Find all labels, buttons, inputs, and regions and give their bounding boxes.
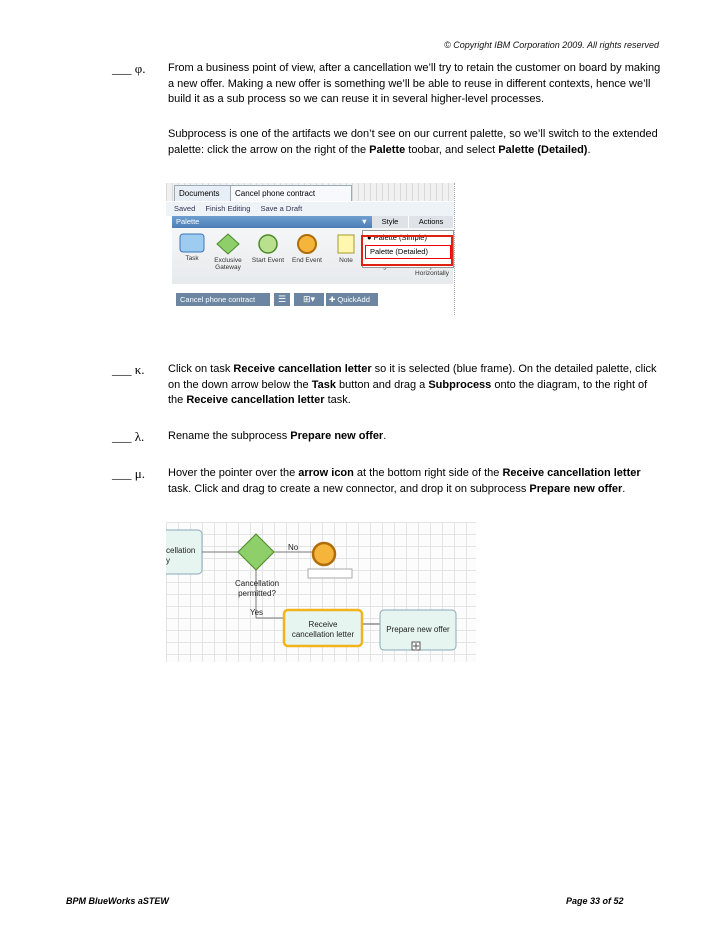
page-number: Page 33 of 52 [566, 896, 624, 906]
step-phi-paragraph-1: From a business point of view, after a cancellation we’ll try to retain the customer on board by making a new offer. Making a new offer is something we’ll be able to reuse in different contexts, hence we’ll build it as a sub process so we can reuse it in several higher-level processes. [168, 62, 661, 105]
no-label: No [288, 543, 299, 552]
step-kappa-text: Click on task Receive cancellation letter so it is selected (blue frame). On the detailed palette, click on the down arrow below the Task button and drag a Subprocess onto the diagram, to the right of the Receive cancellation letter task. [168, 363, 657, 406]
diagram-view-icon[interactable]: ⊞▾ [294, 293, 324, 306]
subprocess-label[interactable]: Prepare new offer [386, 625, 450, 634]
step-marker-phi: ___ φ. [112, 61, 146, 76]
finish-editing-button[interactable]: Finish Editing [205, 204, 251, 213]
palette-end-event[interactable]: End Event [289, 233, 325, 264]
note-icon [336, 233, 356, 255]
palette-header[interactable]: Palette ▼ [172, 216, 372, 228]
gateway-icon [216, 233, 240, 255]
list-view-icon[interactable]: ☰ [274, 293, 290, 306]
step-marker-mu: ___ μ. [112, 466, 145, 481]
actions-header[interactable]: Actions [409, 216, 453, 228]
end-event-icon [296, 233, 318, 255]
gateway-label: Cancellation permitted? [234, 579, 280, 598]
step-lambda-text: Rename the subprocess Prepare new offer. [168, 430, 387, 442]
palette-note[interactable]: Note [328, 233, 364, 264]
yes-label: Yes [250, 608, 264, 617]
palette-dropdown-arrow-icon[interactable]: ▼ [360, 217, 368, 226]
tab-documents[interactable]: Documents [174, 185, 236, 201]
layout-horizontally-label[interactable]: Horizontally [415, 270, 449, 277]
style-header[interactable]: Style [372, 216, 408, 228]
saved-status: Saved [174, 204, 196, 213]
diagram-canvas [166, 522, 476, 662]
gateway-diamond [238, 534, 274, 570]
palette-detailed-option[interactable]: Palette (Detailed) [365, 245, 451, 259]
tab-cancel-phone-contract[interactable]: Cancel phone contract [230, 185, 352, 201]
quickadd-button[interactable]: ✚ QuickAdd [326, 293, 378, 306]
step-marker-lambda: ___ λ. [112, 429, 145, 444]
start-event-icon [257, 233, 279, 255]
save-draft-button[interactable]: Save a Draft [260, 204, 303, 213]
copyright-notice: © Copyright IBM Corporation 2009. All rights reserved [444, 40, 659, 50]
red-highlight-box [361, 235, 453, 266]
step-phi-paragraph-2: Subprocess is one of the artifacts we don’t see on our current palette, so we’ll switch to the extended palette: click the arrow on the right of the Palette toobar, and select Palette (Detailed). [168, 128, 658, 156]
footer-title: BPM BlueWorks aSTEW [66, 896, 169, 906]
left-task-label: cellation y [166, 546, 196, 565]
palette-simple-option[interactable]: ● Palette (Simple) [367, 233, 427, 242]
end-event-name-field [308, 569, 352, 578]
step-mu-text: Hover the pointer over the arrow icon at the bottom right side of the Receive cancellation letter task. Click and drag to create a new connector, and drop it on subprocess Prepare new offer. [168, 467, 641, 495]
diagram-bottom-bar [176, 293, 376, 306]
task-icon [179, 233, 205, 253]
step-marker-kappa: ___ κ. [112, 362, 145, 377]
end-event-circle [313, 543, 335, 565]
editor-toolbar [166, 202, 454, 216]
palette-screenshot [166, 183, 455, 315]
process-name-tab[interactable]: Cancel phone contract [176, 293, 270, 306]
process-diagram-screenshot [166, 522, 476, 662]
palette-exclusive-gateway[interactable]: Exclusive Gateway [210, 233, 246, 271]
palette-start-event[interactable]: Start Event [250, 233, 286, 264]
palette-task[interactable]: Task [174, 233, 210, 262]
receive-task-label[interactable]: Receive cancellation letter [291, 620, 355, 639]
